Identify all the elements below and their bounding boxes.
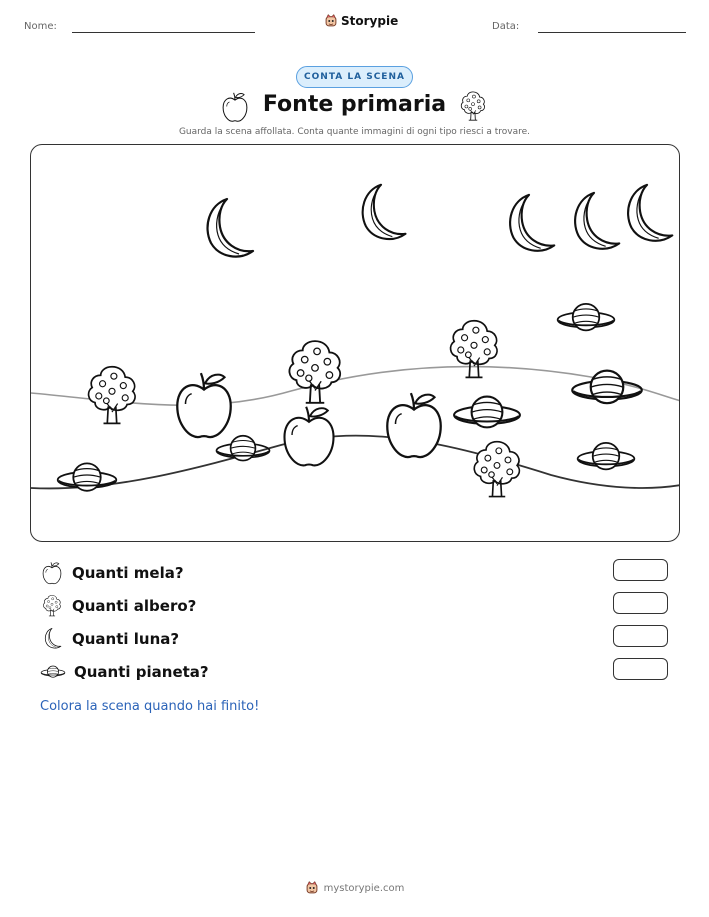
planet-icon xyxy=(454,397,520,428)
planet-icon xyxy=(558,304,615,331)
footer xyxy=(0,881,709,895)
apple-icon xyxy=(177,373,230,437)
moon-icon xyxy=(40,627,64,651)
name-line[interactable] xyxy=(72,32,255,33)
answer-box-apple[interactable] xyxy=(613,559,668,581)
planet-icon xyxy=(58,463,117,490)
answer-box-planet[interactable] xyxy=(613,658,668,680)
moon-icon xyxy=(363,185,406,239)
moon-icon xyxy=(510,195,554,251)
brand-logo xyxy=(324,14,398,28)
planet-icon xyxy=(578,443,635,470)
date-label: Data: xyxy=(492,21,520,32)
question-tree xyxy=(40,594,196,618)
tree-icon xyxy=(451,321,497,378)
question-label: Quanti luna? xyxy=(72,630,180,648)
name-label: Nome: xyxy=(24,21,57,32)
tree-icon xyxy=(89,367,135,424)
brand-name: Storypie xyxy=(341,14,399,28)
planet-icon xyxy=(216,436,269,461)
question-label: Quanti pianeta? xyxy=(74,663,209,681)
question-label: Quanti mela? xyxy=(72,564,184,582)
date-line[interactable] xyxy=(538,32,686,33)
tree-icon xyxy=(40,594,64,618)
moon-icon xyxy=(575,193,619,249)
tree-icon xyxy=(289,341,340,403)
planet-icon xyxy=(40,660,66,684)
moon-icon xyxy=(628,185,672,241)
question-apple xyxy=(40,561,184,585)
question-label: Quanti albero? xyxy=(72,597,197,615)
tree-icon xyxy=(458,90,488,123)
scene-badge: CONTA LA SCENA xyxy=(296,66,413,88)
scene-illustration xyxy=(31,145,680,542)
apple-icon xyxy=(284,407,333,466)
moon-icon xyxy=(208,199,253,257)
page-title: Fonte primaria xyxy=(262,92,447,117)
question-moon xyxy=(40,627,179,651)
instructions: Guarda la scena affollata. Conta quante immagini di ogni tipo riesci a trovare. xyxy=(178,127,531,137)
storypie-mascot-icon xyxy=(324,14,338,28)
storypie-mascot-icon xyxy=(305,881,319,895)
scene-panel xyxy=(30,144,680,542)
apple-icon xyxy=(40,561,64,585)
answer-box-tree[interactable] xyxy=(613,592,668,614)
apple-icon xyxy=(387,393,440,457)
answer-box-moon[interactable] xyxy=(613,625,668,647)
coloring-note: Colora la scena quando hai finito! xyxy=(40,699,260,714)
footer-url[interactable]: mystorypie.com xyxy=(323,882,405,894)
tree-icon xyxy=(474,442,519,497)
question-planet xyxy=(40,660,209,684)
